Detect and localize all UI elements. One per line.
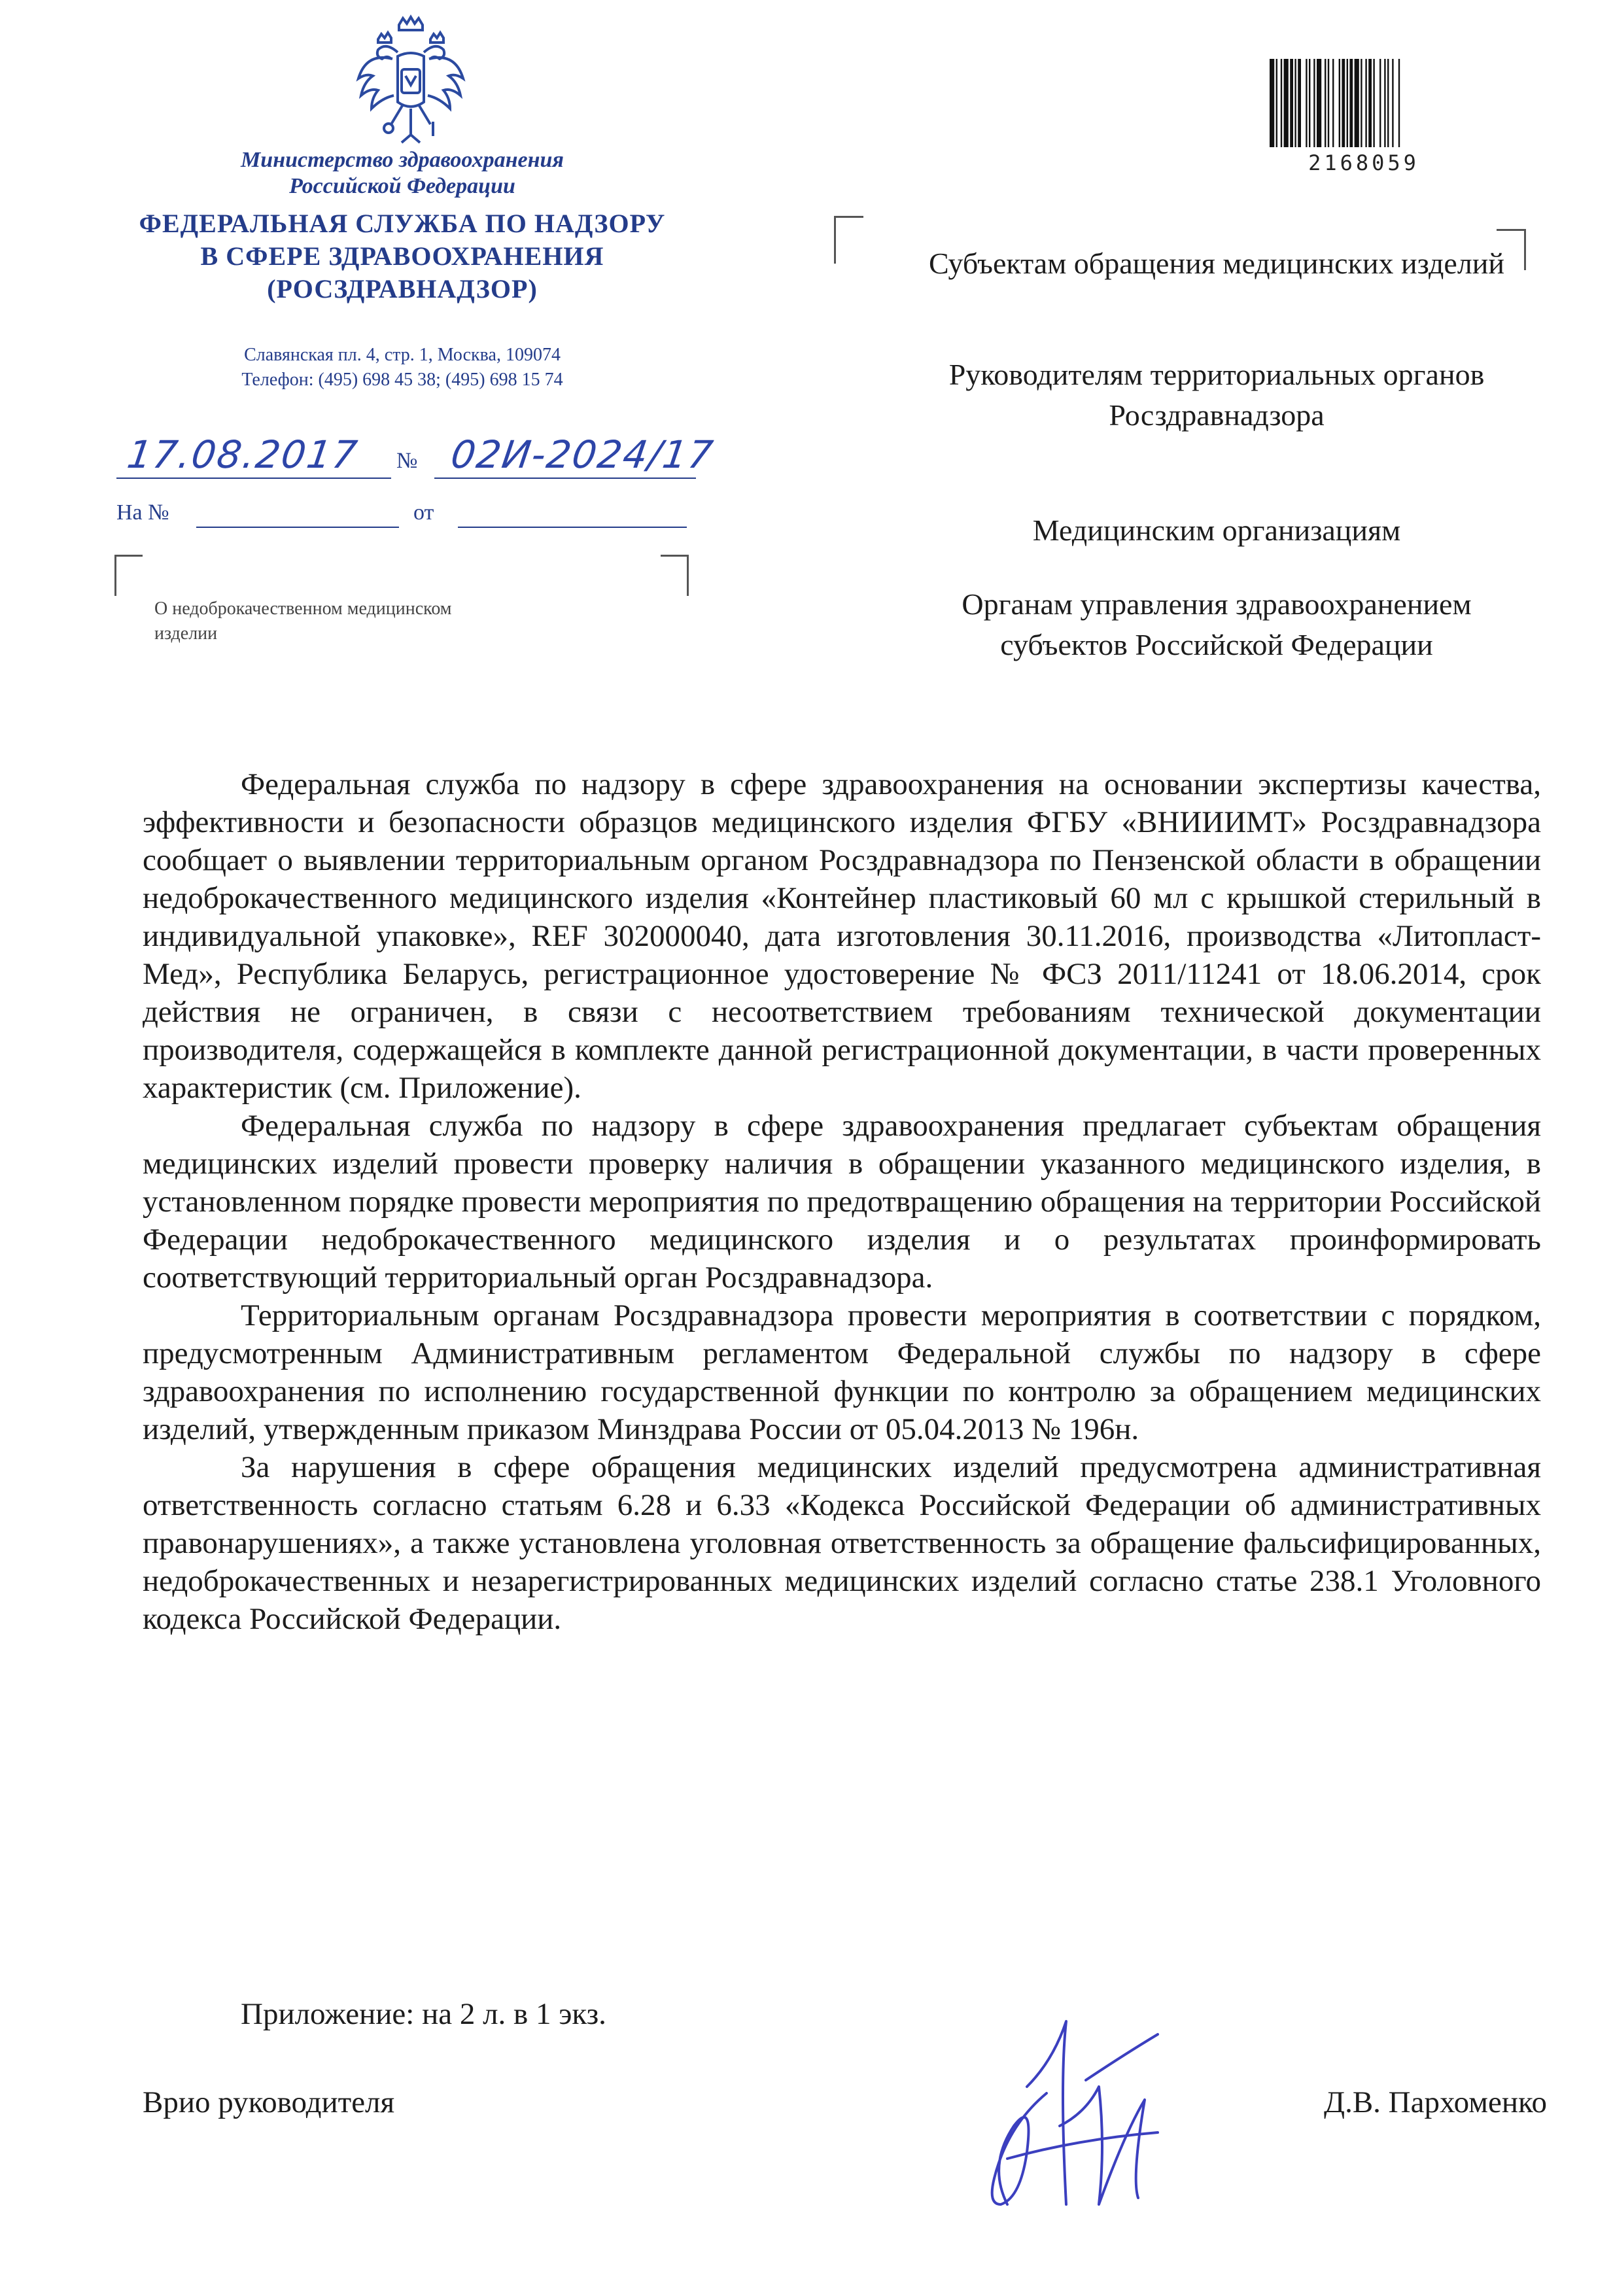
barcode-number: 2168059 xyxy=(1308,150,1419,175)
number-underline xyxy=(434,478,696,479)
outgoing-number: 02И-2024/17 xyxy=(448,432,717,477)
outgoing-date: 17.08.2017 xyxy=(124,432,361,477)
date-underline xyxy=(116,478,391,479)
service-address: Славянская пл. 4, стр. 1, Москва, 109074 xyxy=(244,345,561,365)
reply-to-label: На № xyxy=(116,500,169,525)
subject-corner-right xyxy=(661,555,689,596)
signatory-name: Д.В. Пархоменко xyxy=(1324,2085,1547,2119)
letter-body xyxy=(143,765,1541,1638)
service-name-line2: В СФЕРЕ ЗДРАВООХРАНЕНИЯ xyxy=(200,241,604,271)
signature-icon xyxy=(929,2008,1204,2231)
service-name-line1: ФЕДЕРАЛЬНАЯ СЛУЖБА ПО НАДЗОРУ xyxy=(139,209,666,238)
addressee-4: Органам управления здравоохранением субъектов Российской Федерации xyxy=(962,587,1472,661)
barcode-icon xyxy=(1266,59,1462,150)
subject-corner-left xyxy=(114,555,143,596)
body-paragraph: За нарушения в сфере обращения медицинских изделий предусмотрена административная ответственность согласно статьям 6.28 и 6.33 «Кодекса Российской Федерации об административных правонарушениях», а также установлена уголовная ответственность за обращение фальсифицированных, недоброкачественных и незарегистрированных медицинских изделий согласно статье 238.1 Уголовного кодекса Российской Федерации. xyxy=(143,1450,1541,1636)
body-paragraph: Территориальным органам Росздравнадзора провести мероприятия в соответствии с порядком, предусмотренным Административным регламентом Федеральной службы по надзору в сфере здравоохранения по исполнению государственной функции по контролю за обращением медицинских изделий, утвержденным приказом Минздрава России от 05.04.2013 № 196н. xyxy=(143,1298,1541,1446)
addressee-corner-left xyxy=(834,216,863,264)
coat-of-arms-icon xyxy=(352,13,470,147)
number-label: № xyxy=(396,449,418,473)
body-paragraph: Федеральная служба по надзору в сфере здравоохранения на основании экспертизы качества, эффективности и безопасности образцов медицинского изделия ФГБУ «ВНИИИМТ» Росздравнадзора сообщает о выявлении территориальным органом Росздравнадзора по Пензенской области в обращении недоброкачественного медицинского изделия «Контейнер пластиковый 60 мл с крышкой стерильный в индивидуальной упаковке», REF 302000040, дата изготовления 30.11.2016, производства «Литопласт-Мед», Республика Беларусь, регистрационное удостоверение № ФСЗ 2011/11241 от 18.06.2014, срок действия не ограничен, в связи с несоответствием требованиям технической документации производителя, содержащейся в комплекте данной регистрационной документации, в части проверенных характеристик (см. Приложение). xyxy=(143,767,1541,1105)
ministry-name-line2: Российской Федерации xyxy=(289,174,515,198)
appendix-note: Приложение: на 2 л. в 1 экз. xyxy=(241,1997,606,2031)
service-name-line3: (РОСЗДРАВНАДЗОР) xyxy=(267,274,538,304)
ministry-name-line1: Министерство здравоохранения xyxy=(241,148,564,172)
reply-from-label: от xyxy=(413,500,434,525)
addressee-1: Субъектам обращения медицинских изделий xyxy=(928,247,1505,280)
addressee-3: Медицинским организациям xyxy=(1032,513,1401,547)
reply-number-line xyxy=(196,527,399,528)
signatory-position: Врио руководителя xyxy=(143,2085,395,2119)
addressee-2: Руководителям территориальных органов Росздравнадзора xyxy=(948,358,1485,432)
letter-subject: О недоброкачественном медицинском изделии xyxy=(154,599,452,644)
reply-date-line xyxy=(458,527,687,528)
service-phone: Телефон: (495) 698 45 38; (495) 698 15 74 xyxy=(241,370,563,390)
body-paragraph: Федеральная служба по надзору в сфере здравоохранения предлагает субъектам обращения медицинских изделий провести проверку наличия в обращении указанного медицинского изделия, в установленном порядке провести мероприятия по предотвращению обращения на территории Российской Федерации недоброкачественного медицинского изделия и о результатах проинформировать соответствующий территориальный орган Росздравнадзора. xyxy=(143,1109,1541,1295)
